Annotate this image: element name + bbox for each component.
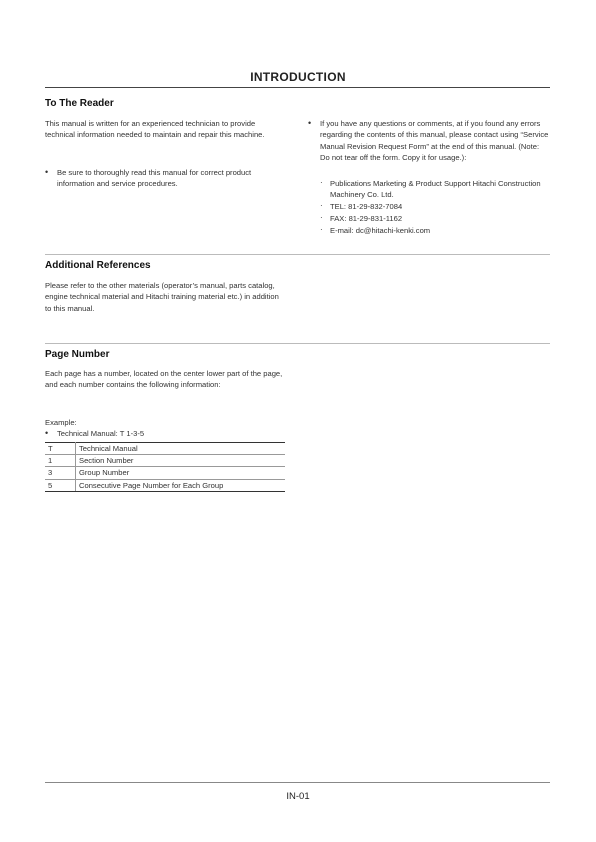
- table-cell-code: 1: [45, 455, 76, 467]
- section-divider: [45, 254, 550, 255]
- contact-subitem: [320, 213, 550, 224]
- table-row: [45, 479, 285, 491]
- bullet-dot-icon: •: [308, 118, 312, 128]
- table-cell-desc: Section Number: [76, 455, 286, 467]
- additional-paragraph: Please refer to the other materials (operator’s manual, parts catalog, engine technical material and Hitachi training material etc.) in addition to this manual.: [45, 281, 279, 313]
- table-cell-code: T: [45, 443, 76, 455]
- page-number-paragraph: Each page has a number, located on the center lower part of the page, and each number contains the following information:: [45, 369, 283, 390]
- contact-fax: FAX: 81-29-831-1162: [330, 214, 403, 223]
- table-cell-desc: Group Number: [76, 467, 286, 479]
- to-reader-heading: To The Reader: [45, 98, 114, 109]
- page-number-heading: Page Number: [45, 349, 110, 360]
- small-bullet-icon: ·: [320, 178, 323, 187]
- table-row: [45, 455, 285, 467]
- example-label: Example:: [45, 418, 77, 427]
- bullet-dot-icon: •: [45, 428, 49, 438]
- page-title: INTRODUCTION: [250, 70, 346, 84]
- contact-company: Publications Marketing & Product Support Hitachi Construction Machinery Co. Ltd.: [330, 179, 541, 200]
- contact-bullet: [308, 118, 550, 164]
- small-bullet-icon: ·: [320, 201, 323, 210]
- contact-subitem: [320, 225, 550, 236]
- example-bullet: [45, 428, 285, 439]
- to-reader-paragraph: This manual is written for an experienced technician to provide technical information needed to maintain and repair this machine.: [45, 119, 265, 140]
- table-row: [45, 467, 285, 479]
- section-divider: [45, 343, 550, 344]
- contact-tel: TEL: 81-29-832-7084: [330, 202, 403, 211]
- to-reader-bullet-text: Be sure to thoroughly read this manual for correct product information and service procedures.: [57, 168, 252, 189]
- to-reader-bullet: [45, 167, 285, 190]
- page-number: IN-01: [286, 791, 310, 802]
- table-cell-desc: Consecutive Page Number for Each Group: [76, 479, 286, 491]
- example-bullet-text: Technical Manual: T 1-3-5: [57, 429, 145, 438]
- table-cell-code: 3: [45, 467, 76, 479]
- footer-rule: [45, 782, 550, 783]
- title-rule: [45, 87, 550, 88]
- additional-heading: Additional References: [45, 260, 151, 271]
- page-number-table: [45, 442, 285, 492]
- table-cell-code: 5: [45, 479, 76, 491]
- contact-subitem: [320, 178, 550, 201]
- contact-email: E-mail: dc@hitachi-kenki.com: [330, 226, 431, 235]
- bullet-dot-icon: •: [45, 167, 49, 177]
- small-bullet-icon: ·: [320, 225, 323, 234]
- table-cell-desc: Technical Manual: [76, 443, 286, 455]
- table-row: [45, 443, 285, 455]
- contact-bullet-text: If you have any questions or comments, at if you found any errors regarding the contents of this manual, please contact using “Service Manual Revision Request Form” at the end of this manual. (Note: Do not tear off the form. Copy it for usage.):: [320, 119, 549, 163]
- small-bullet-icon: ·: [320, 213, 323, 222]
- contact-subitem: [320, 201, 550, 212]
